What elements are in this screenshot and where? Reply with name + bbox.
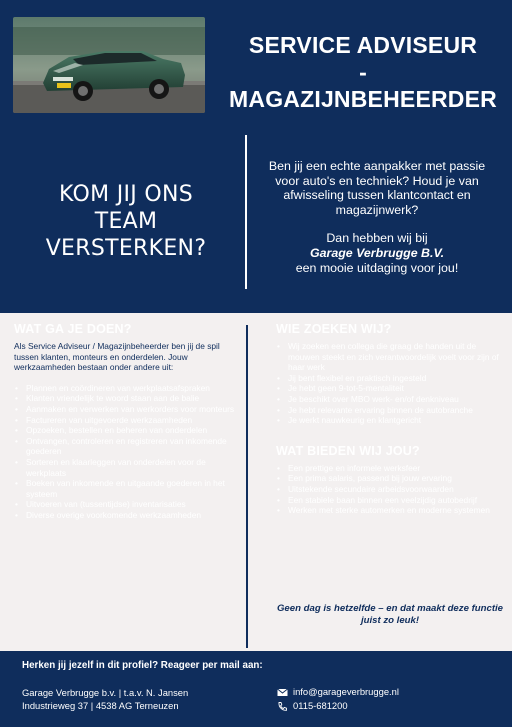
list-item: • Je hebt geen 9-tot-5-mentaliteit (276, 383, 504, 394)
tasks-intro: Als Service Adviseur / Magazijnbeheerder ben jij de spil tussen klanten, monteurs en onderdelen. Jouw werkzaamheden bestaan onder andere uit: (14, 341, 220, 373)
list-item: • Een prettige en informele werksfeer (276, 463, 504, 474)
list-item: • Aanmaken en verwerken van werkorders voor monteurs (14, 404, 240, 415)
intro-offer-post: een mooie uitdaging voor jou! (295, 260, 459, 275)
list-item: • Wij zoeken een collega die graag de handen uit de mouwen steekt en zich verantwoordelijk voelt voor zijn of haar werk (276, 341, 504, 373)
list-item: • Opzoeken, bestellen en beheren van onderdelen (14, 425, 240, 436)
list-item: • Factureren van uitgevoerde werkzaamheden (14, 415, 240, 426)
contact-block (277, 685, 399, 713)
profile-column (276, 322, 504, 516)
list-item: • Je hebt relevante ervaring binnen de autobranche (276, 405, 504, 416)
tasks-list (14, 383, 240, 521)
list-item: • Plannen en coördineren van werkplaatsafspraken (14, 383, 240, 394)
list-item: • Sorteren en klaarleggen van onderdelen voor de werkplaats (14, 457, 240, 478)
phone-icon (277, 701, 288, 712)
panel-divider (246, 325, 248, 648)
list-item: • Een stabiele baan binnen een veelzijdig autobedrijf (276, 495, 504, 506)
list-item: • Klanten vriendelijk te woord staan aan de balie (14, 393, 240, 404)
page-title (218, 32, 508, 113)
closing-line: Geen dag is hetzelfde – en dat maakt deze functie juist zo leuk! (276, 603, 504, 626)
list-item: • Diverse overige voorkomende werkzaamheden (14, 510, 240, 521)
title-line-1: SERVICE ADVISEUR (248, 32, 478, 58)
intro-divider (245, 135, 247, 289)
list-item: • Ontvangen, controleren en registreren van inkomende goederen (14, 436, 240, 457)
company-name: Garage Verbrugge B.V. (309, 245, 445, 260)
profile-heading: WIE ZOEKEN WIJ? (276, 322, 392, 336)
list-item: • Je werkt nauwkeurig en klantgericht (276, 415, 504, 426)
email-row[interactable] (277, 685, 399, 699)
list-item: • Boeken van inkomende en uitgaande goederen in het systeem (14, 478, 240, 499)
list-item: • Uitstekende secundaire arbeidsvoorwaarden (276, 484, 504, 495)
intro-headline (20, 181, 232, 262)
offer-list (276, 463, 504, 516)
profile-list (276, 341, 504, 426)
address-line-1: Garage Verbrugge b.v. | t.a.v. N. Jansen (22, 687, 189, 698)
mail-icon (277, 687, 288, 698)
email-link[interactable]: info@garageverbrugge.nl (293, 686, 399, 697)
list-item: • Een prima salaris, passend bij jouw ervaring (276, 473, 504, 484)
intro-headline-line-1: KOM JIJ ONS (58, 182, 193, 207)
call-to-action: Herken jij jezelf in dit profiel? Reageer per mail aan: (22, 660, 263, 671)
list-item: • Werken met sterke automerken en moderne systemen (276, 505, 504, 516)
address-block (22, 686, 188, 712)
list-item: • Uitvoeren van (tussentijdse) inventarisaties (14, 499, 240, 510)
car-photo (13, 17, 205, 113)
tasks-heading: WAT GA JE DOEN? (14, 322, 132, 336)
phone-row[interactable] (277, 699, 399, 713)
intro-headline-line-2: TEAM (94, 209, 158, 234)
address-line-2: Industrieweg 37 | 4538 AG Terneuzen (22, 700, 179, 711)
title-line-2: - (359, 59, 367, 85)
intro-headline-line-3: VERSTERKEN? (45, 236, 207, 261)
phone-number[interactable]: 0115-681200 (293, 700, 348, 711)
list-item: • Jij bent flexibel en praktisch ingesteld (276, 373, 504, 384)
title-line-3: MAGAZIJNBEHEERDER (229, 86, 497, 112)
intro-offer-pre: Dan hebben wij bij (326, 231, 428, 246)
list-item: • Je beschikt over MBO werk- en/of denkniveau (276, 394, 504, 405)
offer-heading: WAT BIEDEN WIJ JOU? (276, 443, 420, 458)
intro-offer (258, 231, 496, 275)
intro-question: Ben jij een echte aanpakker met passie voor auto's en techniek? Houd je van afwisseling tussen klantcontact en magazijnwerk? (268, 159, 486, 217)
intro-text (258, 159, 496, 275)
tasks-column (14, 322, 240, 521)
